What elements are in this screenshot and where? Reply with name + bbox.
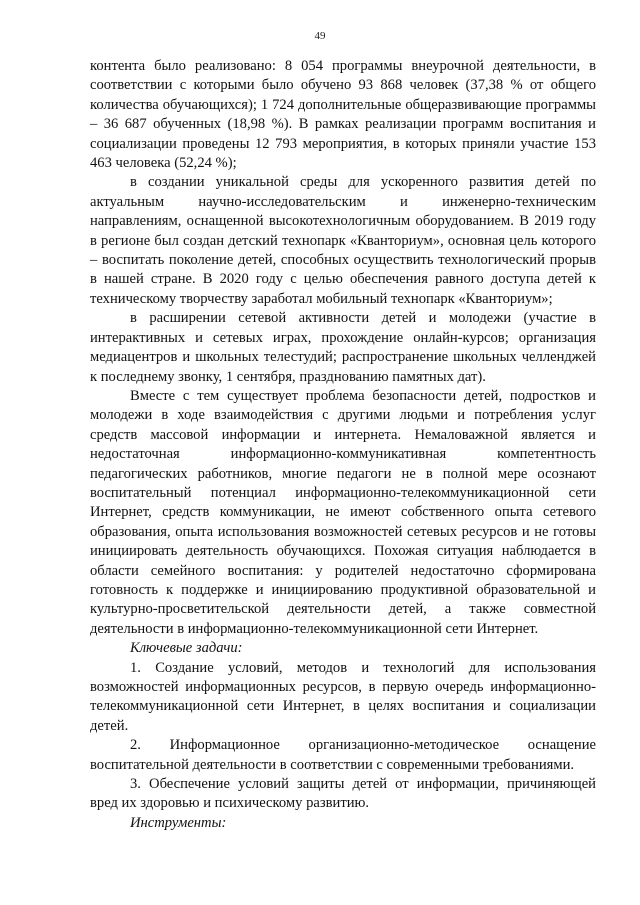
task-item-1: 1. Создание условий, методов и технологий для использования возможностей информационных ресурсов, в первую очередь информационно-телекоммуникационной сети Интернет, в целях воспитания и социализации детей. [90,659,596,734]
paragraph-network-activity: в расширении сетевой активности детей и молодежи (участие в интерактивных и сетевых играх, прохождение онлайн-курсов; организация медиацентров и школьных телестудий; распространение школьных челленджей к последнему звонку, 1 сентября, празднованию памятных дат). [90,310,596,385]
paragraph-safety-problem: Вместе с тем существует проблема безопасности детей, подростков и молодежи в ходе взаимодействия с другими людьми и потребления услуг средств массовой информации и интернета. Немаловажной является и недостаточная информационно-коммуникативная компетентность педагогических работников, многие педагоги не в полной мере осознают воспитательный потенциал информационно-телекоммуникационной сети Интернет, средств коммуникации, не имеют собственного опыта сетевого образования, опыта использования возможностей сетевых ресурсов и не готовы инициировать деятельность обучающихся. Похожая ситуация наблюдается в области семейного воспитания: у родителей недостаточно сформирована готовность к поддержке и инициированию продуктивной образовательной и культурно-просветительской деятельности детей, а также совместной деятельности в информационно-телекоммуникационной сети Интернет. [90,387,596,637]
document-body [90,57,596,833]
task-item-2: 2. Информационное организационно-методическое оснащение воспитательной деятельности в соответствии с современными требованиями. [90,737,596,773]
paragraph-kvantorium: в создании уникальной среды для ускоренного развития детей по актуальным научно-исследовательским и инженерно-техническим направлениям, оснащенной высокотехнологичным оборудованием. В 2019 году в регионе был создан детский технопарк «Кванториум», основная цель которого – воспитать поколение детей, способных осуществить технологический прорыв в нашей стране. В 2020 году с целью обеспечения равного доступа детей к техническому творчеству заработал мобильный технопарк «Кванториум»; [90,174,596,307]
page-number: 49 [314,30,326,42]
heading-key-tasks: Ключевые задачи: [130,640,243,657]
paragraph-continuation: контента было реализовано: 8 054 программы внеурочной деятельности, в соответствии с которыми было обучено 93 868 человек (37,38 % от общего количества обучающихся); 1 724 дополнительные общеразвивающие программы – 36 687 обученных (18,98 %). В рамках реализации программ воспитания и социализации проведены 12 793 мероприятия, в которых приняли участие 153 463 человека (52,24 %); [90,58,596,172]
heading-instruments: Инструменты: [130,814,227,831]
task-item-3: 3. Обеспечение условий защиты детей от информации, причиняющей вред их здоровью и психическому развитию. [90,776,596,812]
